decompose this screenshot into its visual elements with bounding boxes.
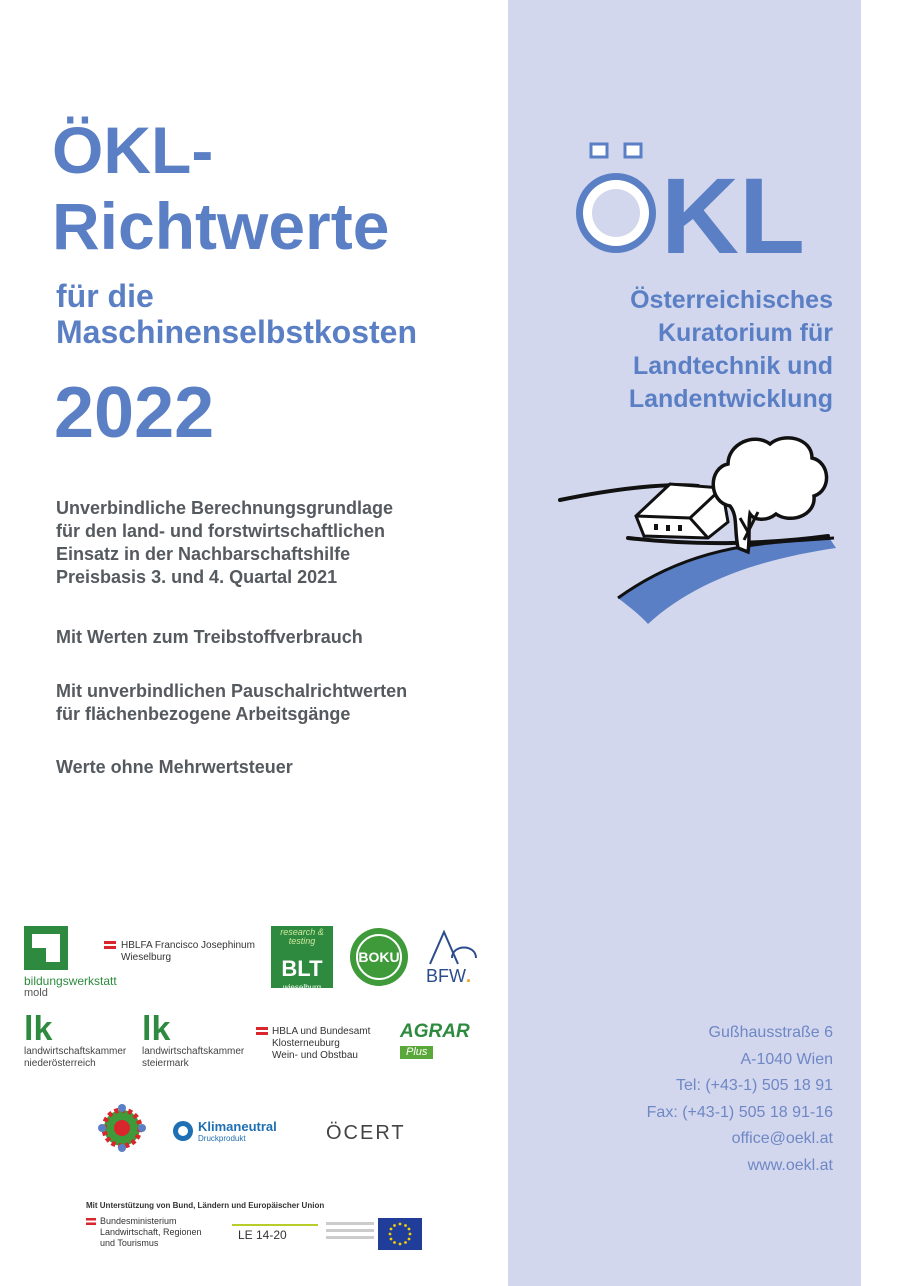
funding-note: Mit Unterstützung von Bund, Ländern und Europäischer Union [86, 1201, 325, 1210]
description-paragraph-4: Werte ohne Mehrwertsteuer [56, 757, 293, 777]
address-phone: Tel: (+43-1) 505 18 91 [676, 1077, 833, 1095]
lk-noe-mark: lk [24, 1010, 53, 1048]
bildungswerkstatt-icon [24, 926, 68, 970]
austria-flag-icon [104, 941, 116, 949]
hbla-label: HBLA und Bundesamt [272, 1026, 371, 1037]
address-city: A-1040 Wien [740, 1050, 833, 1068]
hblfa-sub: Wieselburg [121, 952, 172, 963]
description-line: Preisbasis 3. und 4. Quartal 2021 [56, 567, 338, 587]
blt-logo [271, 926, 333, 992]
description-paragraph-1 [56, 497, 393, 589]
org-name [560, 284, 833, 416]
bildungswerkstatt-sub: mold [24, 987, 48, 999]
description-line: Einsatz in der Nachbarschaftshilfe [56, 544, 351, 564]
contact-address [600, 1020, 833, 1180]
title-line2: Richtwerte [52, 188, 390, 263]
lk-noe-logo [24, 1012, 126, 1070]
austria-flag-icon [86, 1218, 96, 1225]
bfw-dot: . [466, 966, 472, 986]
year: 2022 [54, 373, 215, 453]
address-email[interactable]: office@oekl.at [731, 1130, 833, 1148]
org-name-line: Landtechnik und [633, 352, 833, 380]
description-paragraph-3 [56, 680, 407, 726]
subtitle-line2: Maschinenselbstkosten [56, 314, 417, 350]
ministry-line3: und Tourismus [100, 1238, 159, 1248]
description-paragraph-2: Mit Werten zum Treibstoffverbrauch [56, 627, 363, 647]
eu-fund-text [326, 1218, 374, 1243]
lk-stmk-mark: lk [142, 1010, 171, 1048]
hbla-logo [256, 1026, 370, 1062]
org-name-line: Kuratorium für [658, 319, 833, 347]
address-website[interactable]: www.oekl.at [747, 1156, 833, 1174]
description-line: Unverbindliche Berechnungsgrundlage [56, 498, 394, 518]
klimaneutral-logo [172, 1120, 277, 1143]
subtitle-block [56, 278, 417, 350]
description-line: für den land- und forstwirtschaftlichen [56, 521, 386, 541]
lk-stmk-logo [142, 1012, 244, 1070]
eu-flag-icon [378, 1218, 422, 1250]
hblfa-label: HBLFA Francisco Josephinum [121, 940, 255, 951]
title-line1: ÖKL- [52, 113, 214, 187]
hbla-line3: Wein- und Obstbau [272, 1050, 358, 1061]
landscape-illustration [558, 428, 836, 626]
bfw-logo [426, 928, 484, 985]
klimaneutral-label: Klimaneutral [198, 1119, 277, 1134]
lk-noe-label: landwirtschaftskammer [24, 1046, 127, 1057]
oecert-logo: ÖCERT [326, 1122, 406, 1144]
subtitle-line1: für die [56, 278, 154, 314]
hbla-line2: Klosterneuburg [272, 1038, 340, 1049]
description-line: Mit unverbindlichen Pauschalrichtwerten [56, 681, 408, 701]
description-line: für flächenbezogene Arbeitsgänge [56, 704, 351, 724]
klimaneutral-sub: Druckprodukt [198, 1134, 246, 1143]
boku-label: BOKU [356, 934, 402, 980]
address-fax: Fax: (+43-1) 505 18 91-16 [646, 1103, 833, 1121]
agrarplus-main: AGRAR [400, 1021, 470, 1042]
agrarplus-sub: Plus [400, 1046, 433, 1059]
ministry-label: Bundesministerium [100, 1216, 177, 1226]
blt-bottom: wieselburg [282, 983, 322, 992]
hblfa-logo [104, 940, 255, 964]
org-name-line: Landentwicklung [628, 385, 833, 413]
okl-logo-letters: KL [661, 155, 805, 260]
bildungswerkstatt-label: bildungswerkstatt [24, 974, 117, 988]
title-block [52, 108, 389, 270]
austria-flag-icon [256, 1027, 268, 1035]
le1420-logo [232, 1224, 322, 1242]
boku-logo [350, 928, 408, 986]
le1420-line [232, 1224, 318, 1226]
okl-logo [565, 140, 835, 260]
org-name-line: Österreichisches [630, 286, 833, 314]
lk-stmk-label: landwirtschaftskammer [142, 1046, 245, 1057]
lk-noe-sub: niederösterreich [24, 1058, 96, 1069]
lk-stmk-sub: steiermark [142, 1058, 189, 1069]
klimaneutral-icon [172, 1120, 194, 1142]
blt-main: BLT [281, 956, 323, 981]
bfw-tree-icon [426, 928, 482, 966]
le1420-label: LE 14-20 [238, 1228, 287, 1242]
ministry-logo [86, 1216, 202, 1249]
bfw-label: BFW [426, 966, 466, 986]
ministry-line2: Landwirtschaft, Regionen [100, 1227, 202, 1237]
blt-top: research & testing [280, 927, 324, 946]
address-street: Gußhausstraße 6 [708, 1024, 833, 1041]
agrarplus-logo [400, 1022, 470, 1060]
gear-emblem-icon [94, 1100, 150, 1156]
